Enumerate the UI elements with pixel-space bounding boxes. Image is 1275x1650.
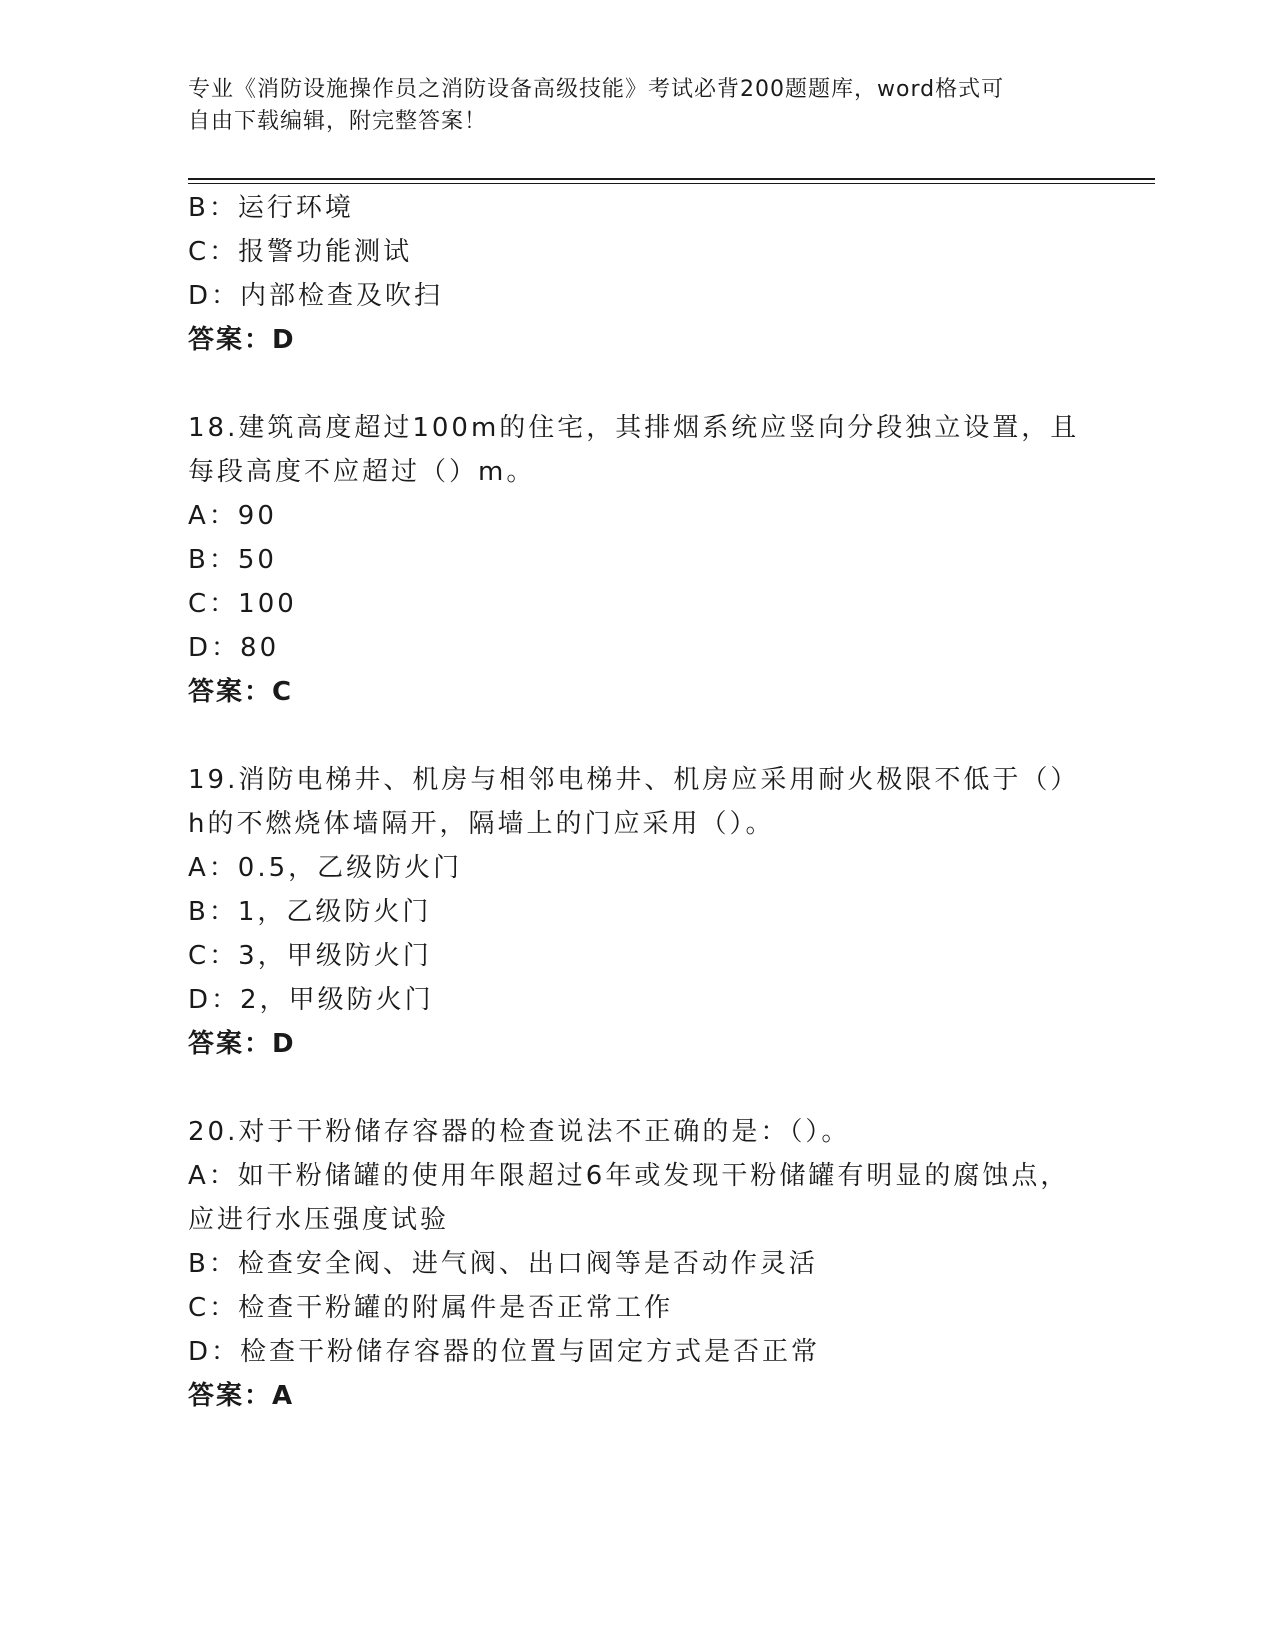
q20-option-a-line-1: A：如干粉储罐的使用年限超过6年或发现干粉储罐有明显的腐蚀点，	[188, 1161, 1070, 1191]
q17-option-b: B：运行环境	[188, 193, 354, 223]
q18-option-d: D：80	[188, 633, 280, 663]
q17-option-d: D：内部检查及吹扫	[188, 281, 444, 311]
header-title-line-1: 专业《消防设施操作员之消防设备高级技能》考试必背200题题库，word格式可	[188, 77, 1005, 102]
q18-stem-line-2: 每段高度不应超过（）m。	[188, 457, 536, 487]
header-divider-thin	[188, 183, 1155, 184]
q18-answer: 答案：C	[188, 677, 294, 707]
header-title-line-2: 自由下载编辑，附完整答案！	[188, 109, 488, 134]
q20-option-a-line-2: 应进行水压强度试验	[188, 1205, 450, 1235]
document-header	[188, 74, 1068, 138]
q20-option-b: B：检查安全阀、进气阀、出口阀等是否动作灵活	[188, 1249, 818, 1279]
q18-option-c: C：100	[188, 589, 297, 619]
header-divider-thick	[188, 178, 1155, 180]
q20-stem: 20.对于干粉储存容器的检查说法不正确的是：（）。	[188, 1117, 851, 1147]
q19-option-d: D：2，甲级防火门	[188, 985, 434, 1015]
q19-stem-line-1: 19.消防电梯井、机房与相邻电梯井、机房应采用耐火极限不低于（）	[188, 765, 1080, 795]
q19-stem-line-2: h的不燃烧体墙隔开，隔墙上的门应采用（）。	[188, 809, 775, 839]
q19-answer: 答案：D	[188, 1029, 296, 1059]
q19-option-a: A：0.5，乙级防火门	[188, 853, 463, 883]
q18-option-a: A：90	[188, 501, 277, 531]
q17-answer: 答案：D	[188, 325, 296, 355]
q19-option-b: B：1，乙级防火门	[188, 897, 432, 927]
q17-option-c: C：报警功能测试	[188, 237, 413, 267]
q19-option-c: C：3，甲级防火门	[188, 941, 432, 971]
q18-option-b: B：50	[188, 545, 277, 575]
q20-answer: 答案：A	[188, 1381, 295, 1411]
q20-option-c: C：检查干粉罐的附属件是否正常工作	[188, 1293, 674, 1323]
q20-option-d: D：检查干粉储存容器的位置与固定方式是否正常	[188, 1337, 821, 1367]
q18-stem-line-1: 18.建筑高度超过100m的住宅，其排烟系统应竖向分段独立设置，且	[188, 413, 1080, 443]
